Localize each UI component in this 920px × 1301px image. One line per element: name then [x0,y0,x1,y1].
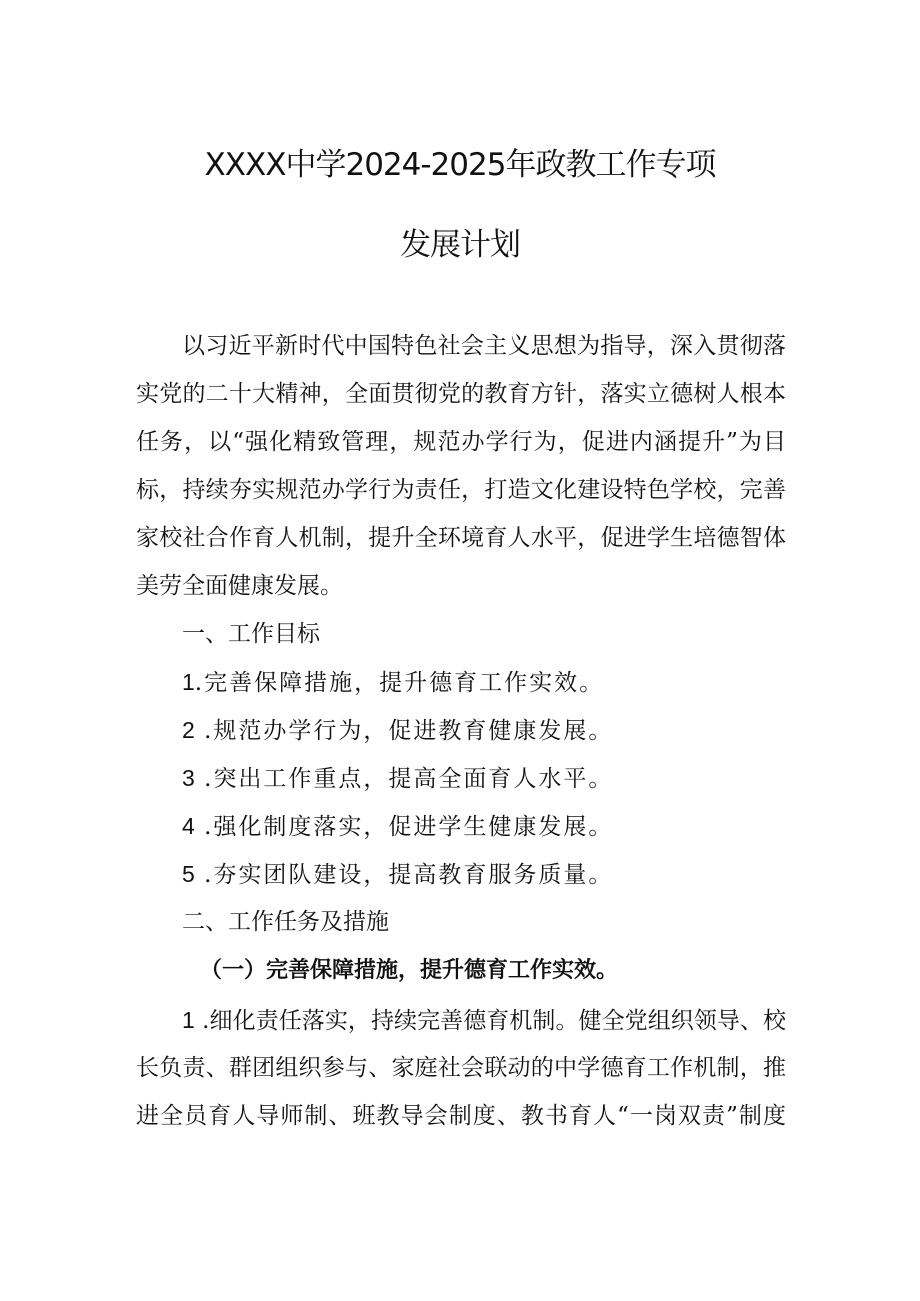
section-2-heading: 二、工作任务及措施 [182,909,389,935]
goal-item [182,762,613,795]
goal-text: .突出工作重点，提高全面育人水平。 [194,766,614,792]
intro-line: 任务，以“强化精致管理，规范办学行为，促进内涵提升”为目 [136,429,786,455]
goal-item [182,810,613,843]
goal-item [182,666,604,699]
goal-number: 3 [182,765,195,791]
task-line [182,1004,786,1036]
goal-text: .规范办学行为，促进教育健康发展。 [194,718,614,744]
document-title-line-1: XXXX中学2024-2025年政教工作专项 [204,147,716,183]
section-2-subheading: （一）完善保障措施，提升德育工作实效。 [200,957,619,983]
goal-number: 5 [182,861,195,887]
section-1-heading: 一、工作目标 [182,621,320,647]
task-line: 进全员育人导师制、班教导会制度、教书育人“一岗双责”制度 [136,1103,786,1129]
goal-text: .夯实团队建设，提高教育服务质量。 [194,862,614,888]
goal-number: 4 [182,813,195,839]
intro-line: 以习近平新时代中国特色社会主义思想为指导，深入贯彻落 [182,333,786,359]
intro-line: 标，持续夯实规范办学行为责任，打造文化建设特色学校，完善 [136,477,786,503]
intro-line: 实党的二十大精神，全面贯彻党的教育方针，落实立德树人根本 [136,381,786,407]
goal-item [182,858,613,891]
intro-line: 家校社合作育人机制，提升全环境育人水平，促进学生培德智体 [136,525,786,551]
goal-text: .完善保障措施，提升德育工作实效。 [194,670,605,696]
goal-item [182,714,613,747]
task-line-text: .细化责任落实，持续完善德育机制。健全党组织领导、校 [194,1008,786,1034]
task-line: 长负责、群团组织参与、家庭社会联动的中学德育工作机制，推 [136,1055,786,1081]
task-number: 1 [182,1007,195,1033]
intro-line: 美劳全面健康发展。 [136,573,343,599]
document-title-line-2: 发展计划 [400,227,520,263]
goal-text: .强化制度落实，促进学生健康发展。 [194,814,614,840]
goal-number: 2 [182,717,195,743]
goal-number: 1 [182,669,195,695]
